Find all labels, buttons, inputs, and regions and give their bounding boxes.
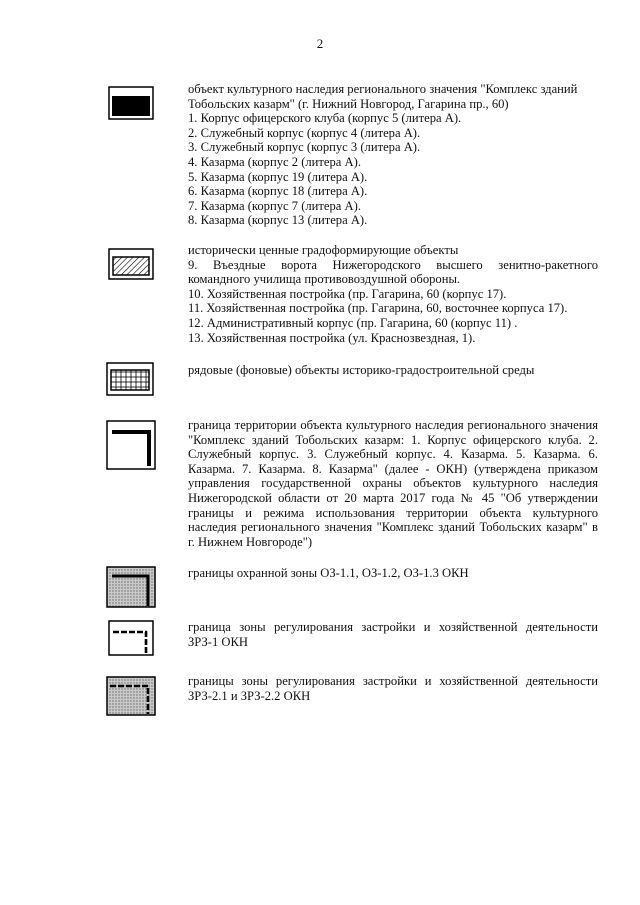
list-item: 7. Казарма (корпус 7 (литера А). bbox=[188, 198, 361, 213]
hatched-rectangle-icon bbox=[108, 248, 154, 280]
zrz1-boundary-icon bbox=[108, 620, 154, 656]
legend-text: границы охранной зоны ОЗ-1.1, ОЗ-1.2, ОЗ-1.3 ОКН bbox=[188, 566, 469, 580]
legend-entry-historic-objects bbox=[188, 243, 598, 345]
legend-entry-zrz1 bbox=[188, 620, 598, 649]
legend-entry-background-objects bbox=[188, 363, 598, 378]
heading-line: объект культурного наследия регионального значения "Комплекс зданий bbox=[188, 82, 578, 96]
list-item: 11. Хозяйственная постройка (пр. Гагарина, 60, восточнее корпуса 17). bbox=[188, 301, 568, 316]
grid-rectangle-icon bbox=[106, 362, 154, 396]
list-item: 3. Служебный корпус (корпус 3 (литера А). bbox=[188, 140, 421, 155]
list-item: 8. Казарма (корпус 13 (литера А). bbox=[188, 213, 368, 228]
territory-boundary-icon bbox=[106, 420, 156, 470]
list-item: 6. Казарма (корпус 18 (литера А). bbox=[188, 184, 368, 199]
list-item: 12. Административный корпус (пр. Гагарина, 60 (корпус 11) . bbox=[188, 315, 518, 330]
list-item: 13. Хозяйственная постройка (ул. Краснозвездная, 1). bbox=[188, 330, 476, 345]
legend-text: границы зоны регулирования застройки и хозяйственной деятельности ЗРЗ-2.1 и ЗРЗ-2.2 ОКН bbox=[188, 674, 598, 703]
list-item: 1. Корпус офицерского клуба (корпус 5 (литера А). bbox=[188, 111, 462, 126]
legend-entry-cultural-heritage bbox=[188, 82, 598, 228]
legend-entry-zrz2 bbox=[188, 674, 598, 703]
legend-entry-territory-boundary bbox=[188, 418, 598, 549]
legend-text: рядовые (фоновые) объекты историко-градостроительной среды bbox=[188, 363, 535, 377]
list-item: 5. Казарма (корпус 19 (литера А). bbox=[188, 169, 368, 184]
zrz2-boundary-icon bbox=[106, 676, 156, 716]
heading-line: Тобольских казарм" (г. Нижний Новгород, Гагарина пр., 60) bbox=[188, 96, 509, 111]
list-item: 10. Хозяйственная постройка (пр. Гагарина, 60 (корпус 17). bbox=[188, 286, 507, 301]
legend-entry-protection-zone bbox=[188, 566, 598, 581]
list-item: 9. Въездные ворота Нижегородского высшего зенитно-ракетного командного училища противовоздушной обороны. bbox=[188, 257, 598, 287]
solid-black-rectangle-icon bbox=[108, 86, 154, 120]
protection-zone-icon bbox=[106, 566, 156, 608]
page-number: 2 bbox=[316, 36, 324, 51]
legend-text: граница зоны регулирования застройки и хозяйственной деятельности ЗРЗ-1 ОКН bbox=[188, 620, 598, 649]
list-item: 2. Служебный корпус (корпус 4 (литера А). bbox=[188, 125, 421, 140]
list-item: 4. Казарма (корпус 2 (литера А). bbox=[188, 154, 361, 169]
legend-text: граница территории объекта культурного наследия регионального значения "Комплекс зданий Тобольских казарм: 1. Корпус офицерского клуба. 2. Служебный корпус. 3. Служебный корпус. 4. Казарма. 5. Казарма. 6. Казарма. 7. Казарма. 8. Казарма" (далее - ОКН) (утверждена приказом управления государственной охраны объектов культурного наследия Нижегородской области от 20 марта 2017 года № 45 "Об утверждении границы и режима использования территории объекта культурного наследия регионального значения "Комплекс зданий Тобольских казарм" в г. Нижнем Новгороде") bbox=[188, 418, 598, 549]
heading: исторически ценные градоформирующие объекты bbox=[188, 243, 459, 257]
